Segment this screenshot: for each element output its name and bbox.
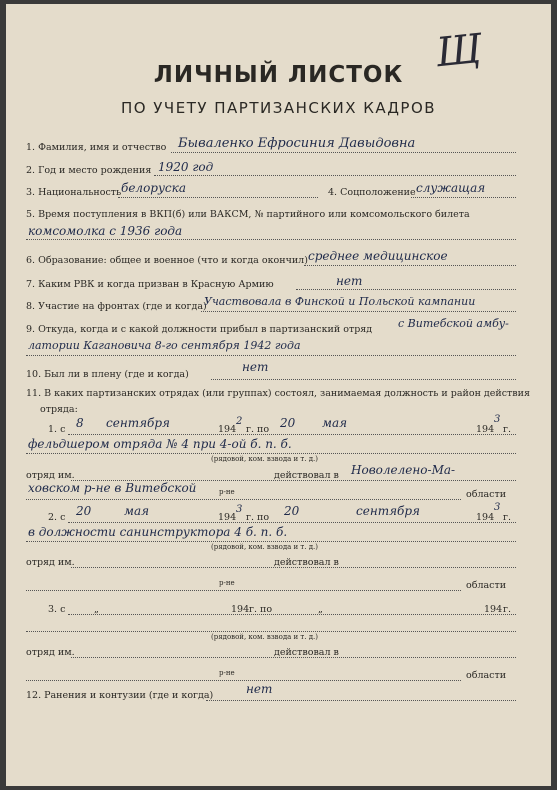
- field-10-value: нет: [242, 360, 269, 374]
- entry-2-year-suffix: г.: [503, 512, 511, 523]
- field-3-label: 3. Национальность: [26, 187, 122, 198]
- entry-3-role-line: [26, 631, 516, 632]
- entry-2-po: г. по: [246, 512, 270, 523]
- entry-1-date-line: [68, 434, 516, 435]
- field-8-label: 8. Участие на фронтах (где и когда): [26, 301, 207, 312]
- field-10-line: [211, 379, 516, 380]
- entry-2-year-prefix-2: 194: [476, 512, 495, 523]
- entry-3-po: г. по: [249, 604, 273, 615]
- field-11-label: 11. В каких партизанских отрядах (или группах) состоял, занимаемая должность и район действия: [26, 388, 530, 399]
- entry-2-num: 2. с: [48, 512, 66, 523]
- entry-1-from-year: 2: [236, 416, 243, 427]
- field-8-value: Участвовала в Финской и Польской кампании: [204, 295, 476, 308]
- entry-1-year-prefix-2: 194: [476, 424, 495, 435]
- entry-2-deistvoval: действовал в: [274, 557, 339, 568]
- field-12-line: [206, 700, 516, 701]
- entry-1-district: Новолелено-Ма-: [351, 463, 456, 477]
- entry-1-to-month: мая: [322, 416, 348, 430]
- handwritten-mark: Щ: [433, 25, 484, 77]
- entry-1-from-day: 8: [76, 416, 84, 430]
- entry-1-district-line: [26, 499, 461, 500]
- entry-3-date-line: [68, 614, 516, 615]
- entry-2-role: в должности санинструктора 4 б. п. б.: [28, 525, 288, 539]
- entry-3-otryad-line: [71, 657, 516, 658]
- entry-3-quote-2: „: [318, 604, 323, 615]
- entry-3-num: 3. с: [48, 604, 66, 615]
- entry-2-rne: р-не: [219, 579, 235, 587]
- entry-3-year-suffix: г.: [503, 604, 511, 615]
- entry-1-district2: ховском р-не в Витебской: [28, 481, 197, 495]
- entry-2-otryad-line: [71, 567, 516, 568]
- entry-2-role-line: [26, 541, 516, 542]
- entry-1-to-day: 20: [280, 416, 296, 430]
- entry-3-district-line: [26, 680, 461, 681]
- field-7-line: [296, 289, 516, 290]
- field-6-line: [304, 265, 516, 266]
- entry-1-role-line: [26, 453, 516, 454]
- entry-1-deistvoval: действовал в: [274, 470, 339, 481]
- field-8-line: [201, 311, 516, 312]
- field-2-label: 2. Год и место рождения: [26, 165, 152, 176]
- entry-2-from-month: мая: [124, 504, 150, 518]
- entry-3-oblasti: области: [466, 670, 507, 681]
- field-12-value: нет: [246, 682, 273, 696]
- entry-1-oblasti: области: [466, 489, 507, 500]
- field-2-value: 1920 год: [158, 160, 214, 174]
- field-9-label: 9. Откуда, когда и с какой должности прибыл в партизанский отряд: [26, 324, 373, 335]
- entry-3-otryad-label: отряд им.: [26, 647, 75, 658]
- field-9-value-a: с Витебской амбу-: [398, 317, 509, 330]
- entry-3-deistvoval: действовал в: [274, 647, 339, 658]
- entry-3-year-prefix: 194: [231, 604, 250, 615]
- field-9-line: [26, 355, 516, 356]
- document-title: ЛИЧНЫЙ ЛИСТОК: [153, 62, 404, 88]
- field-4-label: 4. Соцположение: [328, 187, 416, 198]
- field-5-value: комсомолка с 1936 года: [28, 224, 183, 238]
- entry-2-role-hint: (рядовой, ком. взвода и т. д.): [211, 543, 319, 551]
- field-1-line: [171, 152, 516, 153]
- entry-2-oblasti: области: [466, 580, 507, 591]
- entry-1-role: фельдшером отряда № 4 при 4-ой б. п. б.: [28, 437, 292, 451]
- entry-3-role-hint: (рядовой, ком. взвода и т. д.): [211, 633, 319, 641]
- entry-2-to-day: 20: [284, 504, 300, 518]
- entry-1-rne: р-не: [219, 488, 235, 496]
- entry-2-year-prefix: 194: [218, 512, 237, 523]
- document-subtitle: ПО УЧЕТУ ПАРТИЗАНСКИХ КАДРОВ: [120, 99, 437, 117]
- entry-1-year-prefix: 194: [218, 424, 237, 435]
- field-5-label: 5. Время поступления в ВКП(б) или ВАКСМ, № партийного или комсомольского билета: [26, 209, 470, 220]
- field-10-label: 10. Был ли в плену (где и когда): [26, 369, 189, 380]
- entry-1-otryad-label: отряд им.: [26, 470, 75, 481]
- field-1-label: 1. Фамилия, имя и отчество: [26, 142, 167, 153]
- field-3-value: белоруска: [121, 181, 186, 195]
- entry-2-from-day: 20: [76, 504, 92, 518]
- entry-3-rne: р-не: [219, 669, 235, 677]
- entry-1-to-year: 3: [494, 414, 501, 425]
- entry-3-year-prefix-2: 194: [484, 604, 503, 615]
- field-9-value-b: латории Кагановича 8-го сентября 1942 года: [28, 339, 301, 352]
- field-6-label: 6. Образование: общее и военное (что и когда окончил): [26, 255, 308, 266]
- field-4-value: служащая: [416, 181, 486, 195]
- field-2-line: [154, 175, 516, 176]
- entry-2-to-year: 3: [494, 502, 501, 513]
- field-12-label: 12. Ранения и контузии (где и когда): [26, 690, 214, 701]
- entry-2-from-year: 3: [236, 504, 243, 515]
- entry-1-year-suffix: г.: [503, 424, 511, 435]
- entry-2-otryad-label: отряд им.: [26, 557, 75, 568]
- entry-1-po: г. по: [246, 424, 270, 435]
- field-1-value: Бываленко Ефросиния Давыдовна: [178, 136, 416, 151]
- entry-3-quote: „: [94, 604, 99, 615]
- field-7-value: нет: [336, 274, 363, 288]
- entry-2-district-line: [26, 590, 461, 591]
- entry-1-num: 1. с: [48, 424, 66, 435]
- field-7-label: 7. Каким РВК и когда призван в Красную Армию: [26, 279, 274, 290]
- field-4-line: [411, 197, 516, 198]
- field-6-value: среднее медицинское: [308, 249, 448, 263]
- document-page: [6, 4, 551, 786]
- field-5-line: [26, 239, 516, 240]
- entry-2-to-month: сентября: [356, 504, 421, 518]
- field-11-sub: отряда:: [40, 404, 78, 415]
- entry-1-role-hint: (рядовой, ком. взвода и т. д.): [211, 455, 319, 463]
- entry-2-date-line: [68, 522, 516, 523]
- field-3-line: [118, 197, 318, 198]
- entry-1-from-month: сентября: [106, 416, 171, 430]
